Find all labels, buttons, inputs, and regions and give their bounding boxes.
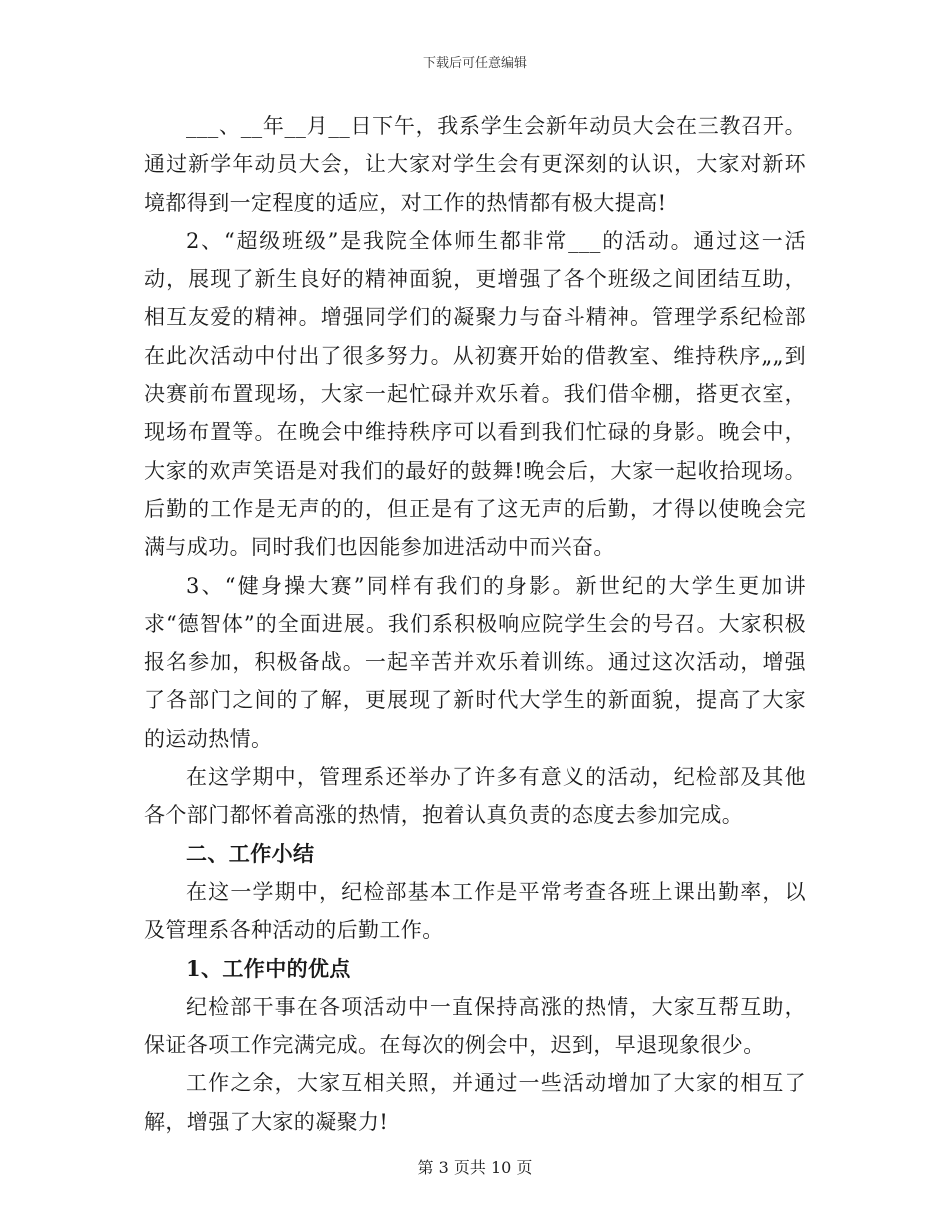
section-heading-work-summary: 二、工作小结 [186,840,315,866]
document-body [144,107,806,1141]
paragraph-super-class: 2、“超级班级”是我院全体师生都非常___的活动。通过这一活动，展现了新生良好的精神面貌，更增强了各个班级之间团结互助，相互友爱的精神。增强同学们的凝聚力与奋斗精神。管理学系纪检部在此次活动中付出了很多努力。从初赛开始的借教室、维持秩序„„到决赛前布置现场，大家一起忙碌并欢乐着。我们借伞棚，搭更衣室，现场布置等。在晚会中维持秩序可以看到我们忙碌的身影。晚会中，大家的欢声笑语是对我们的最好的鼓舞!晚会后，大家一起收拾现场。后勤的工作是无声的的，但正是有了这无声的后勤，才得以使晚会完满与成功。同时我们也因能参加进活动中而兴奋。 [144,228,806,560]
paragraph-aerobics: 3、“健身操大赛”同样有我们的身影。新世纪的大学生更加讲求“德智体”的全面进展。我们系积极响应院学生会的号召。大家积极报名参加，积极备战。一起辛苦并欢乐着训练。通过这次活动，增强了各部门之间的了解，更展现了新时代大学生的新面貌，提高了大家的运动热情。 [144,573,806,751]
paragraph-meeting: ___、__年__月__日下午，我系学生会新年动员大会在三教召开。通过新学年动员大会，让大家对学生会有更深刻的认识，大家对新环境都得到一定程度的适应，对工作的热情都有极大提高! [144,114,806,215]
paragraph-enthusiasm: 纪检部干事在各项活动中一直保持高涨的热情，大家互帮互助，保证各项工作完满完成。在每次的例会中，迟到，早退现象很少。 [144,994,806,1058]
paragraph-cohesion: 工作之余，大家互相关照，并通过一些活动增加了大家的相互了解，增强了大家的凝聚力! [144,1071,806,1134]
page-header: 下载后可任意编辑 [422,56,527,71]
paragraph-semester-activities: 在这学期中，管理系还举办了许多有意义的活动，纪检部及其他各个部门都怀着高涨的热情，抱着认真负责的态度去参加完成。 [144,765,806,828]
page-footer: 第 3 页共 10 页 [417,1158,533,1177]
paragraph-basic-work: 在这一学期中，纪检部基本工作是平常考查各班上课出勤率，以及管理系各种活动的后勤工作。 [144,879,806,943]
section-heading-strengths: 1、工作中的优点 [186,955,351,981]
